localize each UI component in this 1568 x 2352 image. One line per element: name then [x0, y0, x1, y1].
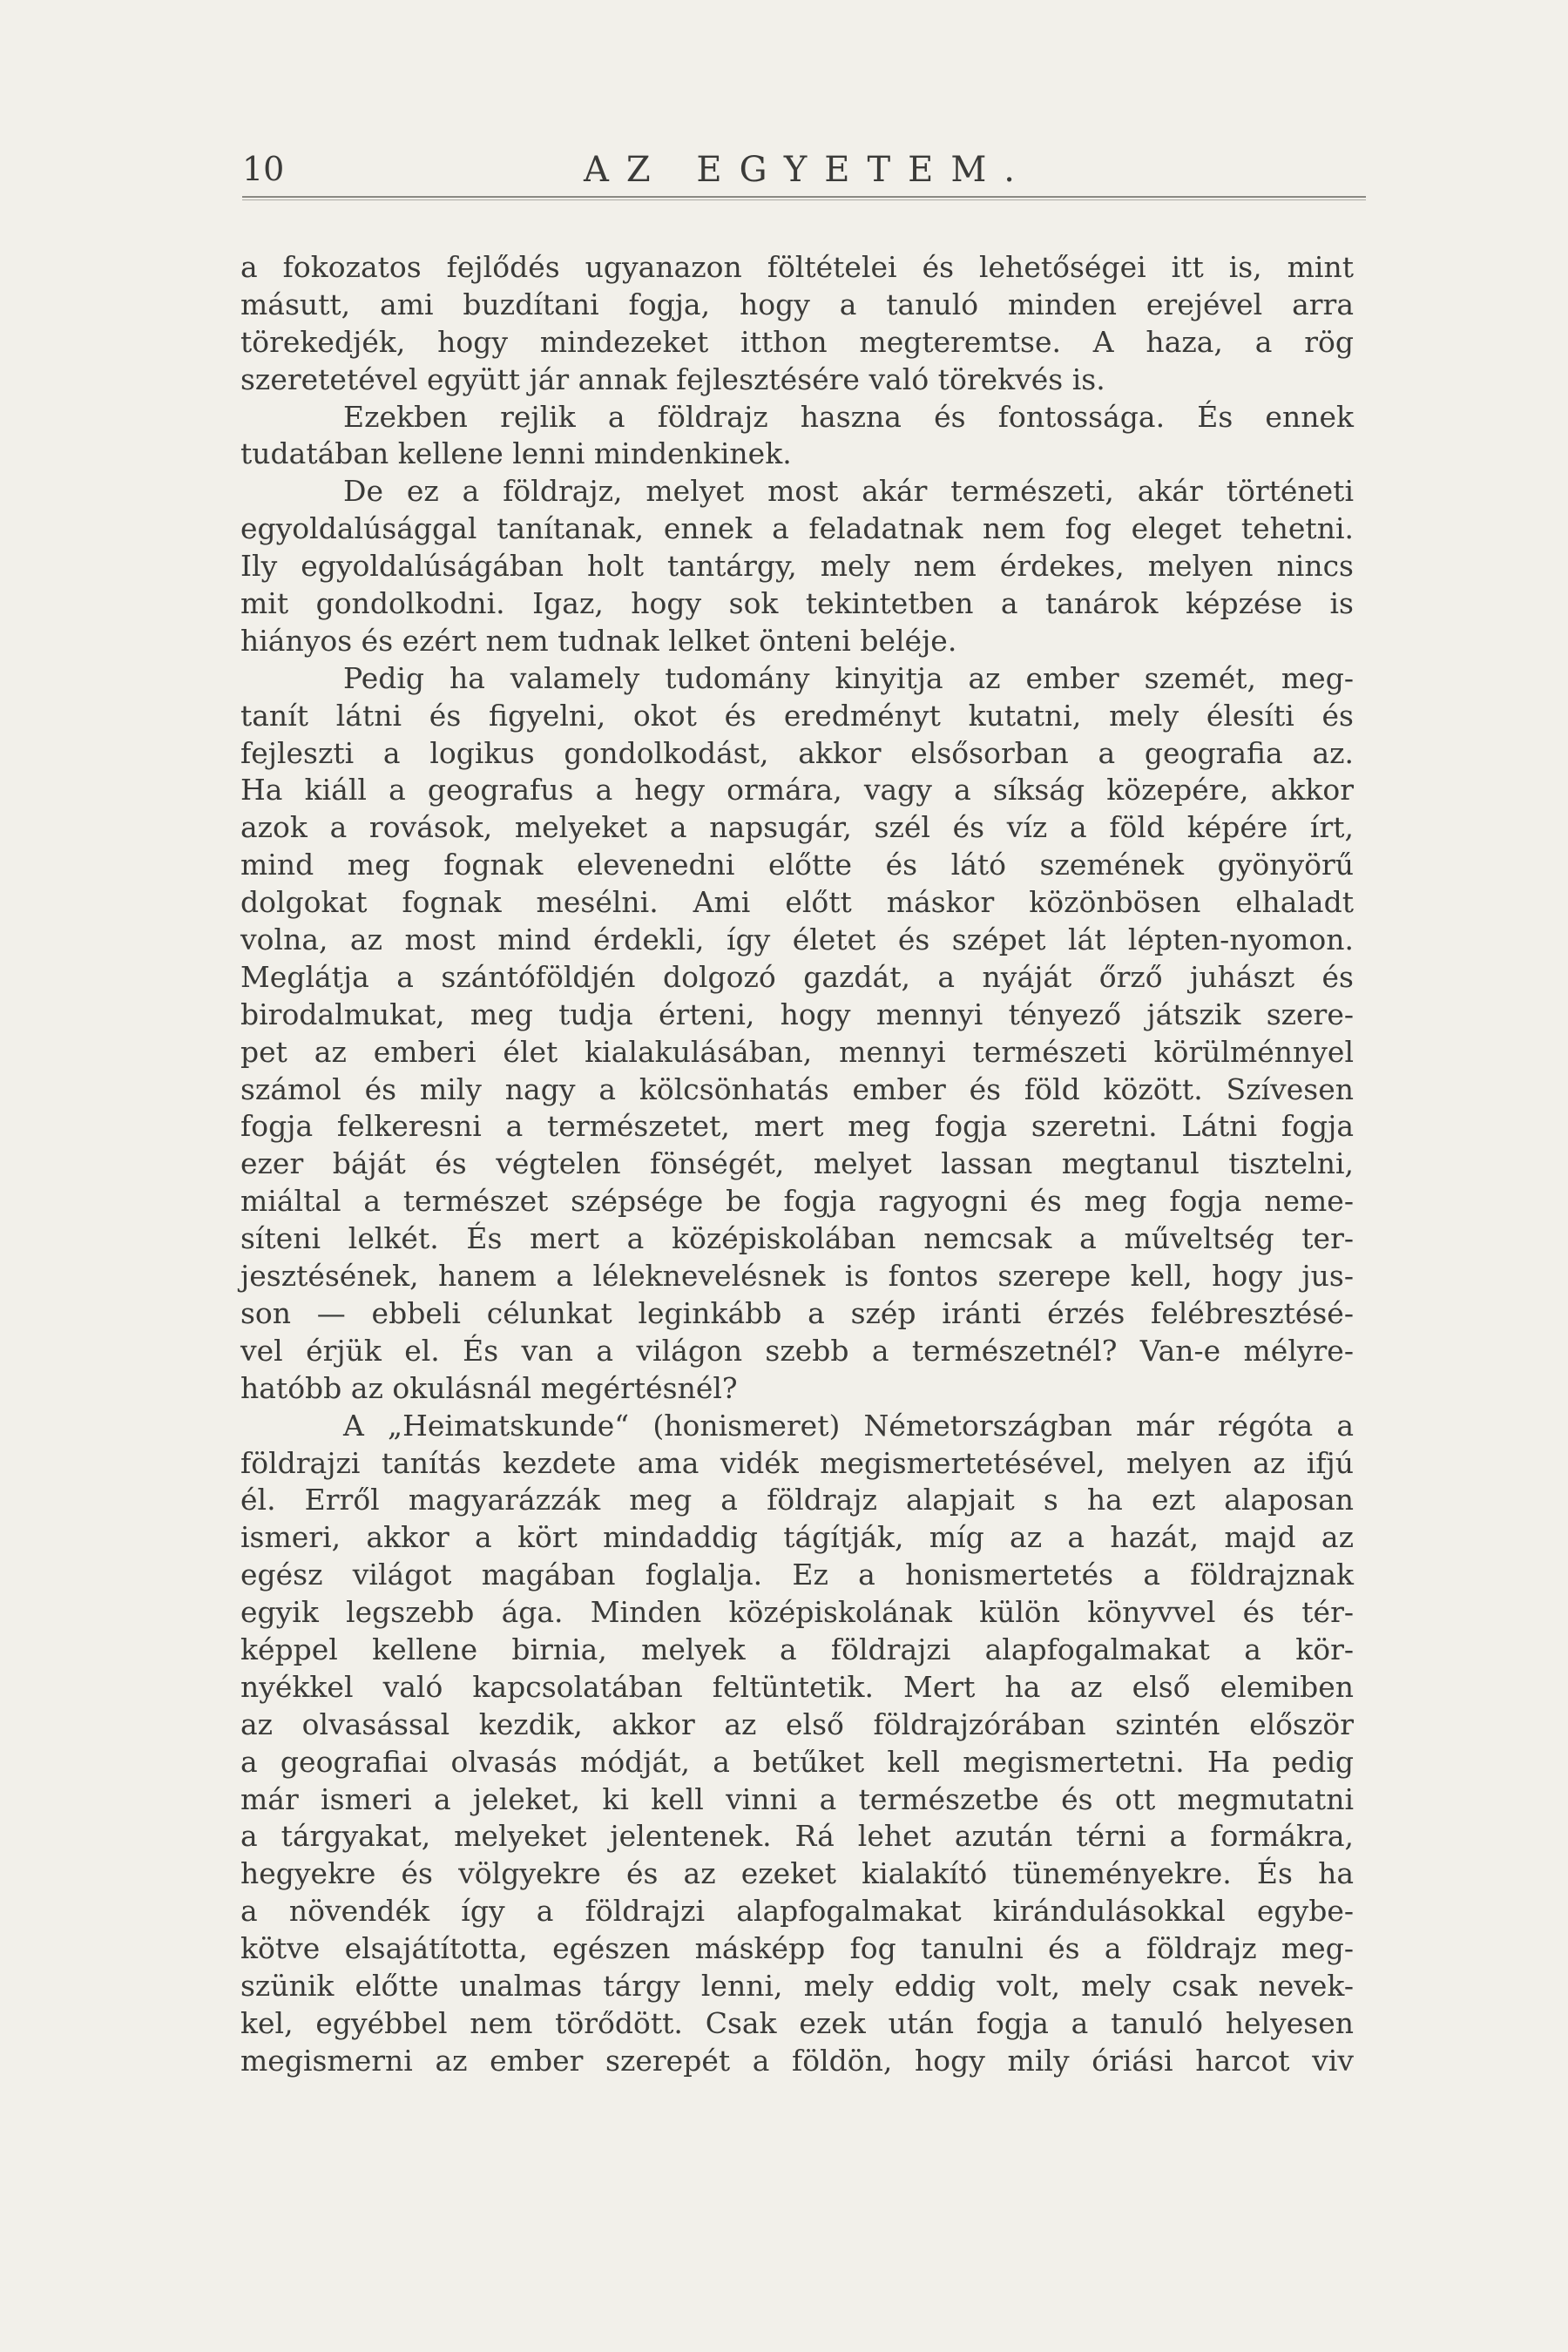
running-head: AZ EGYETEM.: [584, 150, 1032, 190]
text-line: Pedig ha valamely tudomány kinyitja az ember szemét, meg-: [343, 660, 1354, 695]
text-line: volna, az most mind érdekli, így életet és szépet lát lépten-nyomon.: [240, 923, 1354, 957]
text-line: az olvasással kezdik, akkor az első földrajzórában szintén először: [240, 1707, 1354, 1741]
text-line: hatóbb az okulásnál megértésnél?: [240, 1370, 738, 1405]
text-line: pet az emberi élet kialakulásában, mennyi természeti körülménnyel: [240, 1034, 1354, 1069]
text-line: mit gondolkodni. Igaz, hogy sok tekintetben a tanárok képzése is: [240, 586, 1354, 621]
text-line: már ismeri a jeleket, ki kell vinni a természetbe és ott megmutatni: [240, 1781, 1354, 1816]
text-line: fogja felkeresni a természetet, mert meg fogja szeretni. Látni fogja: [240, 1109, 1354, 1144]
text-line: son — ebbeli célunkat leginkább a szép iránti érzés felébresztésé-: [240, 1295, 1354, 1330]
text-line: másutt, ami buzdítani fogja, hogy a tanuló minden erejével arra: [240, 287, 1354, 321]
text-line: egész világot magában foglalja. Ez a honismertetés a földrajznak: [240, 1558, 1354, 1592]
text-line: miáltal a természet szépsége be fogja ragyogni és meg fogja neme-: [240, 1184, 1354, 1219]
text-line: szeretetével együtt jár annak fejlesztésére való törekvés is.: [240, 362, 1105, 396]
text-line: szünik előtte unalmas tárgy lenni, mely eddig volt, mely csak nevek-: [240, 1968, 1354, 2003]
text-line: Ha kiáll a geografus a hegy ormára, vagy a síkság közepére, akkor: [240, 773, 1354, 808]
text-line: azok a rovások, melyeket a napsugár, szél és víz a föld képére írt,: [240, 810, 1354, 845]
header-rule: [242, 196, 1366, 200]
text-line: De ez a földrajz, melyet most akár természeti, akár történeti: [343, 474, 1354, 509]
text-line: fejleszti a logikus gondolkodást, akkor elsősorban a geografia az.: [240, 735, 1354, 770]
text-line: kel, egyébbel nem törődött. Csak ezek után fogja a tanuló helyesen: [240, 2005, 1354, 2040]
text-line: dolgokat fognak mesélni. Ami előtt máskor közönbösen elhaladt: [240, 885, 1354, 920]
text-line: képpel kellene birnia, melyek a földrajzi alapfogalmakat a kör-: [240, 1632, 1354, 1666]
text-line: egyik legszebb ága. Minden középiskolának külön könyvvel és tér-: [240, 1595, 1354, 1630]
page-header: [242, 150, 1366, 193]
text-line: Ezekben rejlik a földrajz haszna és fontossága. És ennek: [343, 399, 1354, 434]
text-line: jesztésének, hanem a léleknevelésnek is fontos szerepe kell, hogy jus-: [240, 1259, 1354, 1294]
text-line: tudatában kellene lenni mindenkinek.: [240, 436, 792, 471]
text-line: birodalmukat, meg tudja érteni, hogy mennyi tényező játszik szere-: [240, 997, 1354, 1031]
text-line: ismeri, akkor a kört mindaddig tágítják, míg az a hazát, majd az: [240, 1520, 1354, 1555]
text-line: a fokozatos fejlődés ugyanazon föltételei és lehetőségei itt is, mint: [240, 250, 1354, 284]
text-line: törekedjék, hogy mindezeket itthon megteremtse. A haza, a rög: [240, 324, 1354, 359]
text-line: megismerni az ember szerepét a földön, hogy mily óriási harcot viv: [240, 2043, 1354, 2078]
text-line: hegyekre és völgyekre és az ezeket kialakító tüneményekre. És ha: [240, 1856, 1354, 1891]
text-line: A „Heimatskunde“ (honismeret) Németországban már régóta a: [343, 1408, 1354, 1443]
text-line: egyoldalúsággal tanítanak, ennek a feladatnak nem fog eleget tehetni.: [240, 511, 1354, 546]
text-line: él. Erről magyarázzák meg a földrajz alapjait s ha ezt alaposan: [240, 1483, 1354, 1517]
text-line: nyékkel való kapcsolatában feltüntetik. Mert ha az első elemiben: [240, 1669, 1354, 1704]
text-line: mind meg fognak elevenedni előtte és látó szemének gyönyörű: [240, 848, 1354, 882]
body-text: [240, 249, 1354, 2080]
text-line: ezer báját és végtelen fönségét, melyet lassan megtanul tisztelni,: [240, 1146, 1354, 1181]
text-line: tanít látni és figyelni, okot és eredményt kutatni, mely élesíti és: [240, 698, 1354, 733]
text-line: a geografiai olvasás módját, a betűket kell megismertetni. Ha pedig: [240, 1744, 1354, 1779]
text-line: Ily egyoldalúságában holt tantárgy, mely nem érdekes, melyen nincs: [240, 549, 1354, 584]
text-line: hiányos és ezért nem tudnak lelket önteni beléje.: [240, 623, 957, 658]
text-line: Meglátja a szántóföldjén dolgozó gazdát, a nyáját őrző juhászt és: [240, 959, 1354, 994]
text-line: síteni lelkét. És mert a középiskolában nemcsak a műveltség ter-: [240, 1221, 1354, 1256]
text-line: kötve elsajátította, egészen másképp fog tanulni és a földrajz meg-: [240, 1931, 1354, 1966]
text-line: a növendék így a földrajzi alapfogalmakat kirándulásokkal egybe-: [240, 1894, 1354, 1929]
page-number: 10: [242, 150, 285, 188]
text-line: földrajzi tanítás kezdete ama vidék megismertetésével, melyen az ifjú: [240, 1445, 1354, 1480]
text-line: a tárgyakat, melyeket jelentenek. Rá lehet azután térni a formákra,: [240, 1819, 1354, 1854]
text-line: vel érjük el. És van a világon szebb a természetnél? Van-e mélyre-: [240, 1333, 1354, 1368]
text-line: számol és mily nagy a kölcsönhatás ember és föld között. Szívesen: [240, 1071, 1354, 1106]
